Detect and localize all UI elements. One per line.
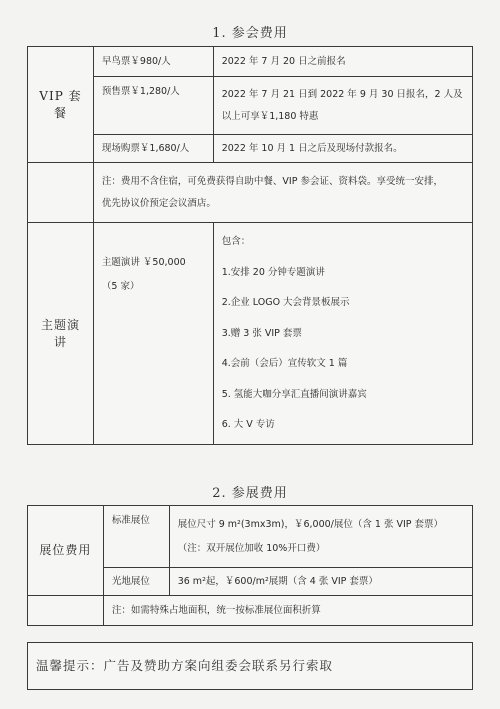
ticket-early-bird: 早鸟票￥980/人 (93, 47, 213, 77)
list-item: 6. 大 V 专访 (221, 419, 275, 430)
table-row (28, 223, 473, 445)
raw-booth-label: 光地展位 (103, 568, 169, 596)
ticket-onsite: 现场购票￥1,680/人 (93, 135, 213, 163)
table-row (28, 163, 473, 223)
vip-category: VIP 套餐 (28, 47, 94, 163)
booth-note: 注：如需特殊占地面积，统一按标准展位面积折算 (103, 596, 472, 626)
table-row (28, 77, 473, 135)
attendance-fee-table (27, 46, 473, 445)
ticket-presale-desc: 2022 年 7 月 21 日到 2022 年 9 月 30 日报名，2 人及 以上可享￥1,180 特惠 (213, 77, 472, 135)
booth-note-spacer (28, 596, 104, 626)
list-item: 1.安排 20 分钟专题演讲 (221, 266, 325, 278)
section2-title: 2. 参展费用 (212, 486, 288, 501)
speech-includes (213, 223, 472, 445)
footer-tip-box (27, 642, 473, 690)
ticket-early-bird-desc: 2022 年 7 月 20 日之前报名 (213, 47, 472, 77)
includes-label: 包含： (221, 236, 251, 247)
ticket-onsite-desc: 2022 年 10 月 1 日之后及现场付款报名。 (213, 135, 472, 163)
list-item: 5. 氢能大咖分享汇直播间演讲嘉宾 (221, 388, 367, 400)
speech-price: 主题演讲 ￥50,000 (101, 257, 186, 268)
list-item: 4.会前（会后）宣传软文 1 篇 (221, 358, 348, 369)
speech-price-cell (93, 223, 213, 445)
table-row (28, 506, 473, 568)
table-row (28, 47, 473, 77)
ticket-presale: 预售票￥1,280/人 (93, 77, 213, 135)
list-item: 3.赠 3 张 VIP 套票 (221, 327, 302, 339)
speech-quota: （5 家） (101, 281, 140, 292)
speech-category: 主题演讲 (28, 223, 94, 445)
table-row (28, 596, 473, 626)
raw-booth-desc: 36 m²起，￥600/m²展期（含 4 张 VIP 套票） (169, 568, 472, 596)
standard-booth-desc: 展位尺寸 9 m²(3mx3m)，￥6,000/展位（含 1 张 VIP 套票） （注：双开展位加收 10%开口费） (169, 506, 472, 568)
list-item: 2.企业 LOGO 大会背景板展示 (221, 297, 350, 308)
vip-note-spacer (28, 163, 94, 223)
booth-category: 展位费用 (28, 506, 104, 596)
exhibition-fee-table (27, 505, 473, 626)
footer-tip: 温馨提示：广告及赞助方案向组委会联系另行索取 (36, 658, 334, 673)
vip-note: 注：费用不含住宿，可免费获得自助中餐、VIP 参会证、资料袋。享受统一安排， 优先协议价预定会议酒店。 (93, 163, 472, 223)
table-row (28, 135, 473, 163)
standard-booth-label: 标准展位 (103, 506, 169, 568)
section1-title: 1. 参会费用 (212, 26, 288, 41)
